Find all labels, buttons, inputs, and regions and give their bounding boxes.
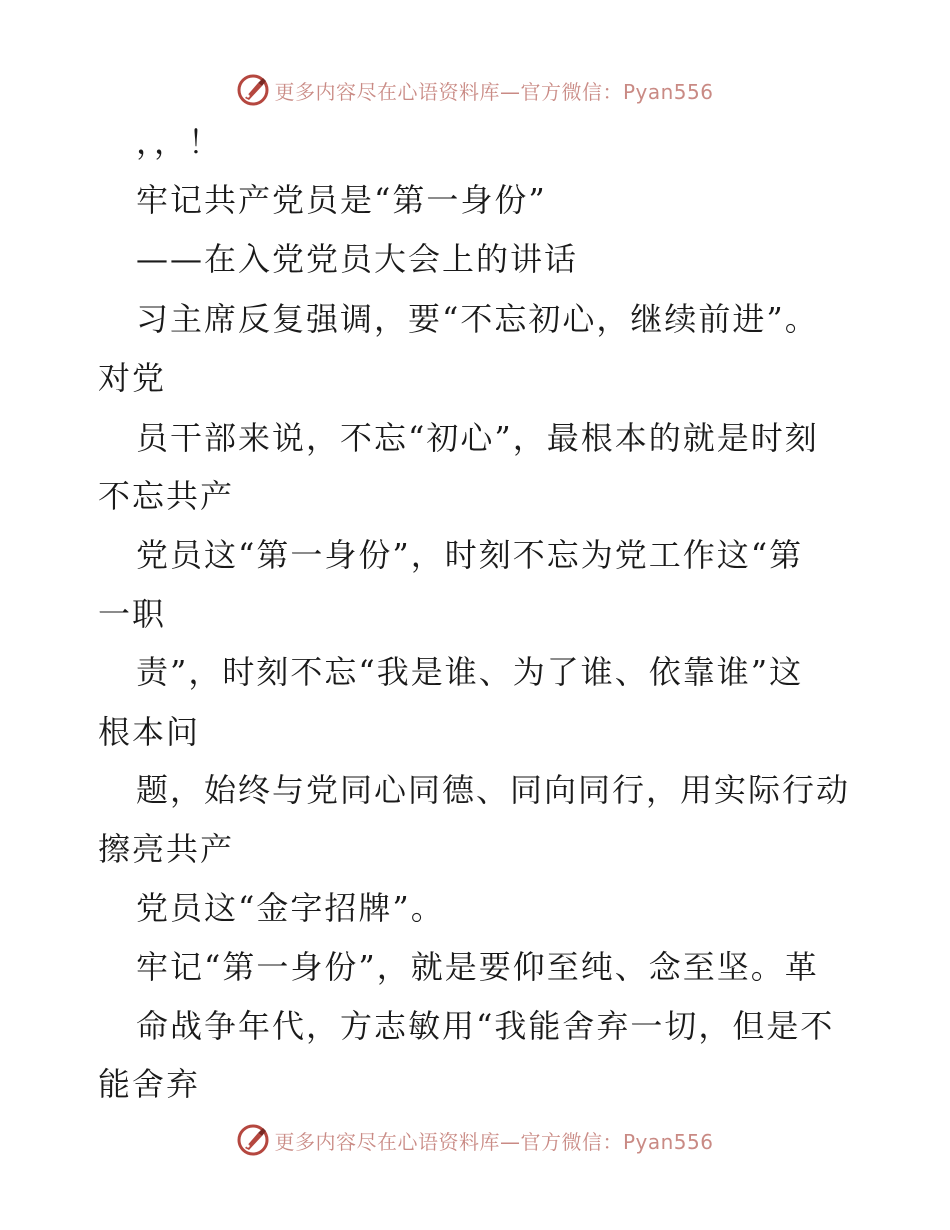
fountain-pen-logo-icon xyxy=(236,73,270,107)
body-line: 命战争年代，方志敏用“我能舍弃一切，但是不 xyxy=(136,1007,835,1045)
body-line: 牢记“第一身份”，就是要仰至纯、念至坚。革 xyxy=(136,948,819,986)
footer-banner xyxy=(0,1120,950,1160)
body-line: 题，始终与党同心同德、同向同行，用实际行动 xyxy=(136,771,851,809)
body-line: 责”，时刻不忘“我是谁、为了谁、依靠谁”这 xyxy=(136,653,804,691)
document-subtitle: ——在入党党员大会上的讲话 xyxy=(136,240,579,278)
header-banner xyxy=(0,70,950,110)
body-line: 党员这“第一身份”，时刻不忘为党工作这“第 xyxy=(136,536,804,574)
document-title: 牢记共产党员是“第一身份” xyxy=(136,181,547,219)
footer-banner-text: 更多内容尽在心语资料库—官方微信：Pyan556 xyxy=(274,1129,714,1154)
body-line: 员干部来说，不忘“初心”，最根本的就是时刻 xyxy=(136,419,819,457)
body-line: 不忘共产 xyxy=(98,477,235,515)
header-banner-text: 更多内容尽在心语资料库—官方微信：Pyan556 xyxy=(274,79,714,104)
body-line: 根本问 xyxy=(98,713,201,751)
fountain-pen-logo-icon xyxy=(236,1123,270,1157)
body-line: 一职 xyxy=(98,595,167,633)
body-line: 能舍弃 xyxy=(98,1065,201,1103)
body-line: 对党 xyxy=(98,359,167,397)
body-line: 擦亮共产 xyxy=(98,830,235,868)
body-line: ，，！ xyxy=(136,123,223,161)
body-line: 习主席反复强调，要“不忘初心，继续前进”。 xyxy=(136,300,819,338)
body-line: 党员这“金字招牌”。 xyxy=(136,889,445,927)
